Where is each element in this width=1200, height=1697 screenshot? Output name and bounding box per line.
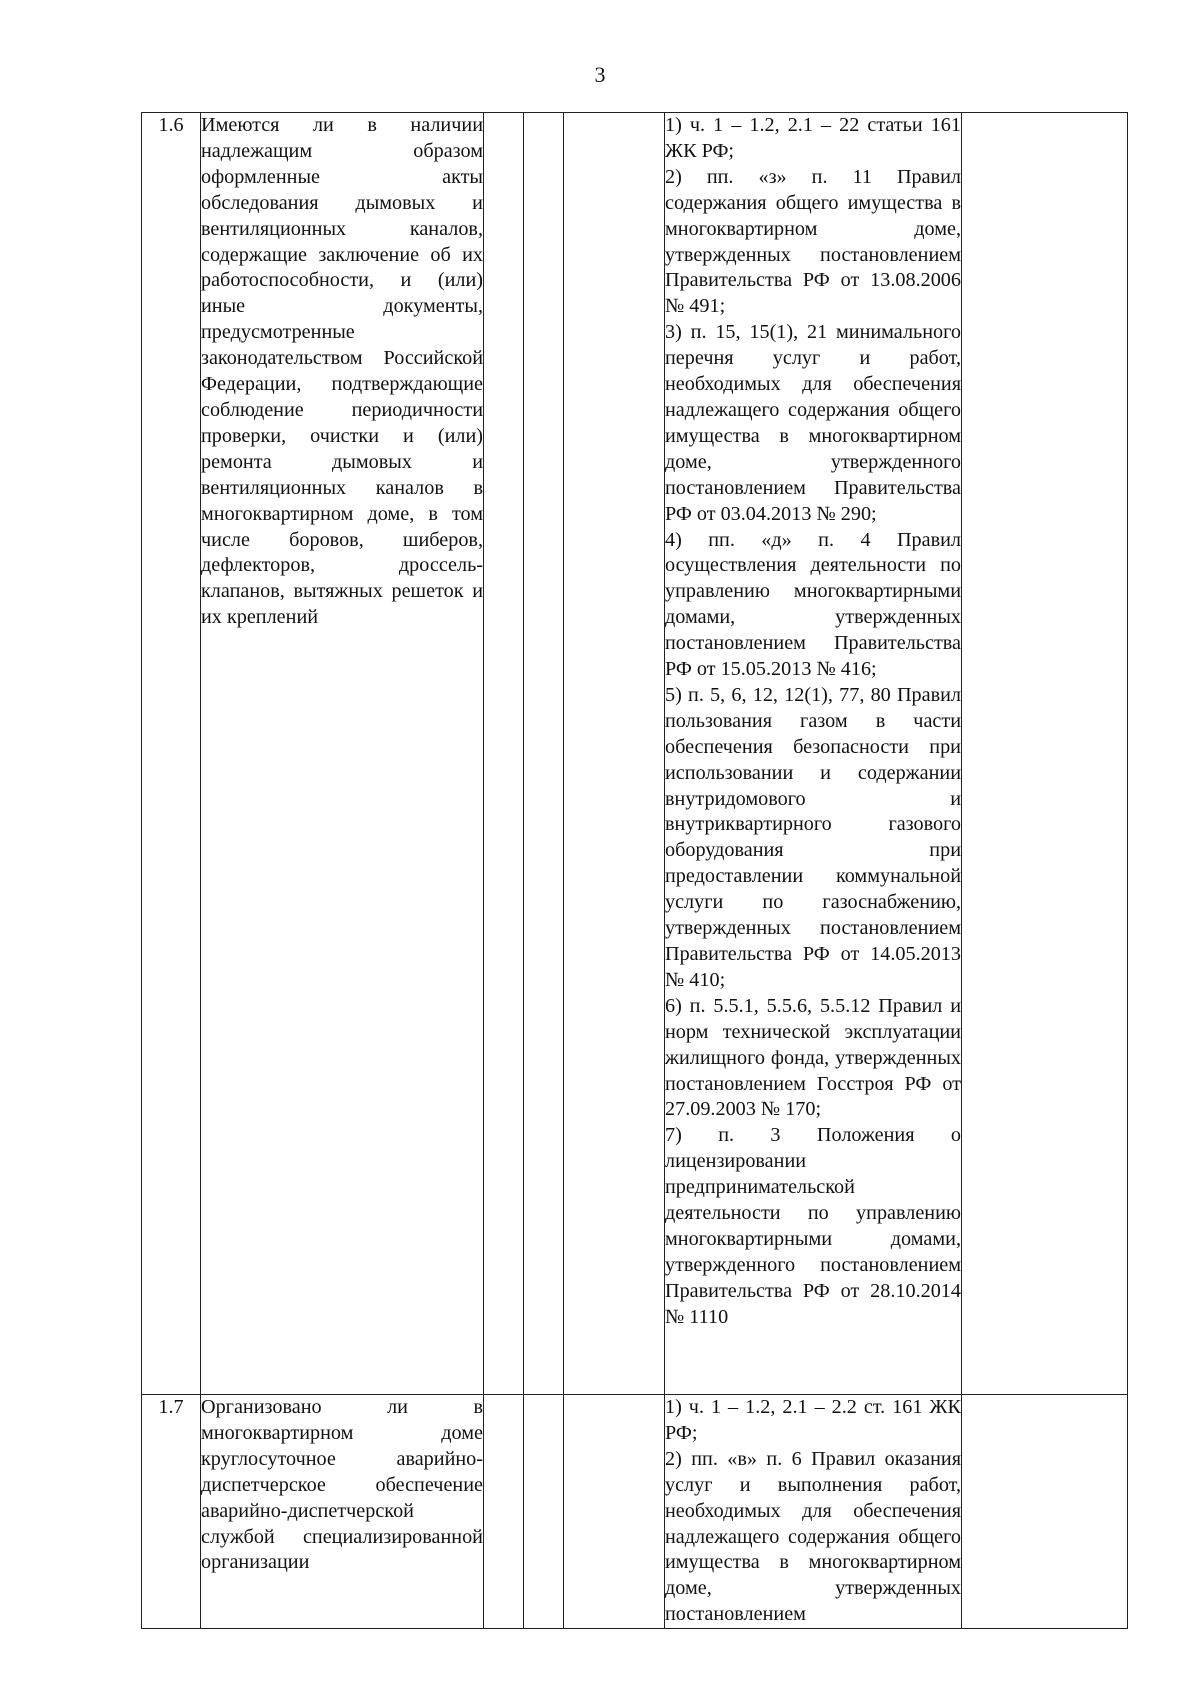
reference-item: 4) пп. «д» п. 4 Правил осуществления деятельности по управлению многоквартирными домами, утвержденных постановлением Правительства РФ от 15.05.2013 № 416;	[665, 528, 961, 681]
reference-item: 1) ч. 1 – 1.2, 2.1 – 22 статьи 161 ЖК РФ;	[665, 114, 961, 162]
answer-yes-cell	[484, 113, 524, 1395]
comment-cell	[962, 113, 1128, 1395]
row-number: 1.6	[142, 113, 201, 1395]
answer-yes-cell	[484, 1395, 524, 1629]
reference-item: 5) п. 5, 6, 12, 12(1), 77, 80 Правил пользования газом в части обеспечения безопасности при использовании и содержании внутридомового и внутриквартирного газового оборудования при предоставлении коммунальной услуги по газоснабжению, утвержденных постановлением Правительства РФ от 14.05.2013 № 410;	[665, 683, 961, 991]
reference-item: 1) ч. 1 – 1.2, 2.1 – 2.2 ст. 161 ЖК РФ;	[665, 1396, 961, 1444]
table-row	[142, 113, 1128, 1395]
answer-no-cell	[524, 113, 564, 1395]
reference-item: 2) пп. «в» п. 6 Правил оказания услуг и выполнения работ, необходимых для обеспечения надлежащего содержания общего имущества в многоквартирном доме, утвержденных постановлением	[665, 1447, 961, 1626]
reference-item: 7) п. 3 Положения о лицензировании предпринимательской деятельности по управлению многоквартирными домами, утвержденного постановлением Правительства РФ от 28.10.2014 № 1110	[665, 1124, 961, 1328]
question-text: Имеются ли в наличии надлежащим образом оформленные акты обследования дымовых и вентиляционных каналов, содержащие заключение об их работоспособности, и (или) иные документы, предусмотренные законодательством Российской Федерации, подтверждающие соблюдение периодичности проверки, очистки и (или) ремонта дымовых и вентиляционных каналов в многоквартирном доме, в том числе боровов, шиберов, дефлекторов, дроссель-клапанов, вытяжных решеток и их креплений	[201, 113, 484, 1395]
question-text: Организовано ли в многоквартирном доме круглосуточное аварийно-диспетчерское обеспечение аварийно-диспетчерской службой специализированной организации	[201, 1395, 484, 1629]
comment-cell	[962, 1395, 1128, 1629]
answer-no-cell	[524, 1395, 564, 1629]
answer-na-cell	[564, 113, 665, 1395]
checklist-table	[141, 112, 1128, 1629]
page-number: 3	[594, 62, 606, 87]
reference-item: 6) п. 5.5.1, 5.5.6, 5.5.12 Правил и норм технической эксплуатации жилищного фонда, утвержденных постановлением Госстроя РФ от 27.09.2003 № 170;	[665, 994, 961, 1121]
reference-item: 2) пп. «з» п. 11 Правил содержания общего имущества в многоквартирном доме, утвержденных постановлением Правительства РФ от 13.08.2006 № 491;	[665, 165, 961, 318]
row-number: 1.7	[142, 1395, 201, 1629]
answer-na-cell	[564, 1395, 665, 1629]
reference-item: 3) п. 15, 15(1), 21 минимального перечня услуг и работ, необходимых для обеспечения надлежащего содержания общего имущества в многоквартирном доме, утвержденного постановлением Правительства РФ от 03.04.2013 № 290;	[665, 321, 961, 525]
legal-references	[665, 113, 962, 1395]
legal-references	[665, 1395, 962, 1629]
table-row	[142, 1395, 1128, 1629]
